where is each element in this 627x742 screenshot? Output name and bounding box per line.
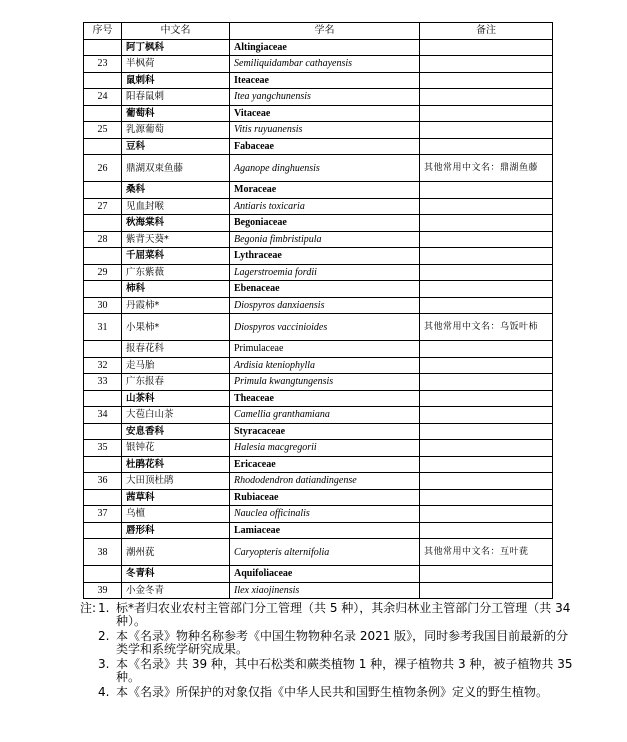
serial-number-cell <box>84 423 122 440</box>
chinese-name-cell: 乌檀 <box>122 506 230 523</box>
scientific-name-cell: Styracaceae <box>230 423 420 440</box>
family-row <box>84 489 553 506</box>
scientific-name-cell: Diospyros vaccinioides <box>230 314 420 341</box>
remarks-cell <box>420 215 553 232</box>
serial-number-cell: 25 <box>84 122 122 139</box>
chinese-name-cell: 大苞白山茶 <box>122 407 230 424</box>
family-row <box>84 248 553 265</box>
serial-number-cell: 24 <box>84 89 122 106</box>
scientific-name-cell: Iteaceae <box>230 72 420 89</box>
species-row <box>84 297 553 314</box>
remarks-cell: 其他常用中文名：乌饭叶柿 <box>420 314 553 341</box>
serial-number-cell: 27 <box>84 198 122 215</box>
species-row <box>84 231 553 248</box>
footnote-text: 本《名录》所保护的对象仅指《中华人民共和国野生植物条例》定义的野生植物。 <box>116 685 549 699</box>
scientific-name-cell: Rhododendron datiandingense <box>230 473 420 490</box>
serial-number-cell <box>84 390 122 407</box>
chinese-name-cell: 阳春鼠刺 <box>122 89 230 106</box>
chinese-name-cell: 半枫荷 <box>122 56 230 73</box>
footnote-text: 标*者归农业农村主管部门分工管理（共 5 种），其余归林业主管部门分工管理（共 34 种）。 <box>116 601 571 628</box>
chinese-name-cell: 阿丁枫科 <box>122 39 230 56</box>
family-row <box>84 182 553 199</box>
serial-number-cell <box>84 281 122 298</box>
footnote-text: 本《名录》物种名称参考《中国生物物种名录 2021 版》，同时参考我国目前最新的分类学和系统学研究成果。 <box>116 629 569 656</box>
scientific-name-cell: Aquifoliaceae <box>230 566 420 583</box>
species-table <box>83 22 553 599</box>
chinese-name-cell: 紫背天葵* <box>122 231 230 248</box>
family-row <box>84 423 553 440</box>
family-row <box>84 281 553 298</box>
scientific-name-cell: Lamiaceae <box>230 522 420 539</box>
remarks-cell <box>420 506 553 523</box>
family-row <box>84 566 553 583</box>
scientific-name-cell: Fabaceae <box>230 138 420 155</box>
serial-number-cell <box>84 138 122 155</box>
family-row <box>84 138 553 155</box>
serial-number-cell <box>84 566 122 583</box>
chinese-name-cell: 唇形科 <box>122 522 230 539</box>
species-row <box>84 89 553 106</box>
serial-number-cell <box>84 341 122 358</box>
header-scientific-name: 学名 <box>230 23 420 40</box>
serial-number-cell <box>84 456 122 473</box>
table-header-row <box>84 23 553 40</box>
chinese-name-cell: 千屈菜科 <box>122 248 230 265</box>
remarks-cell <box>420 105 553 122</box>
family-row <box>84 341 553 358</box>
remarks-cell <box>420 122 553 139</box>
footnote-number: 3. <box>98 657 110 671</box>
serial-number-cell: 29 <box>84 264 122 281</box>
scientific-name-cell: Vitaceae <box>230 105 420 122</box>
serial-number-cell: 38 <box>84 539 122 566</box>
species-row <box>84 440 553 457</box>
species-row <box>84 122 553 139</box>
species-row <box>84 314 553 341</box>
family-row <box>84 72 553 89</box>
chinese-name-cell: 丹霞柿* <box>122 297 230 314</box>
remarks-cell <box>420 341 553 358</box>
scientific-name-cell: Semiliquidambar cathayensis <box>230 56 420 73</box>
scientific-name-cell: Itea yangchunensis <box>230 89 420 106</box>
serial-number-cell <box>84 105 122 122</box>
footnote-label: 注: <box>80 601 97 615</box>
scientific-name-cell: Ericaceae <box>230 456 420 473</box>
chinese-name-cell: 冬青科 <box>122 566 230 583</box>
header-chinese-name: 中文名 <box>122 23 230 40</box>
species-row <box>84 357 553 374</box>
remarks-cell <box>420 89 553 106</box>
scientific-name-cell: Camellia granthamiana <box>230 407 420 424</box>
serial-number-cell: 35 <box>84 440 122 457</box>
family-row <box>84 522 553 539</box>
footnotes <box>80 602 580 702</box>
scientific-name-cell: Antiaris toxicaria <box>230 198 420 215</box>
species-row <box>84 155 553 182</box>
chinese-name-cell: 茜草科 <box>122 489 230 506</box>
serial-number-cell: 32 <box>84 357 122 374</box>
chinese-name-cell: 报春花科 <box>122 341 230 358</box>
scientific-name-cell: Ardisia kteniophylla <box>230 357 420 374</box>
header-serial-number: 序号 <box>84 23 122 40</box>
remarks-cell <box>420 423 553 440</box>
remarks-cell <box>420 440 553 457</box>
scientific-name-cell: Theaceae <box>230 390 420 407</box>
chinese-name-cell: 广东报春 <box>122 374 230 391</box>
species-row <box>84 407 553 424</box>
scientific-name-cell: Diospyros danxiaensis <box>230 297 420 314</box>
remarks-cell <box>420 248 553 265</box>
chinese-name-cell: 银钟花 <box>122 440 230 457</box>
remarks-cell <box>420 56 553 73</box>
serial-number-cell: 37 <box>84 506 122 523</box>
remarks-cell <box>420 522 553 539</box>
footnote-item <box>80 630 580 655</box>
serial-number-cell: 26 <box>84 155 122 182</box>
chinese-name-cell: 秋海棠科 <box>122 215 230 232</box>
serial-number-cell <box>84 39 122 56</box>
serial-number-cell: 36 <box>84 473 122 490</box>
table-body <box>84 39 553 599</box>
scientific-name-cell: Aganope dinghuensis <box>230 155 420 182</box>
serial-number-cell <box>84 72 122 89</box>
scientific-name-cell: Primula kwangtungensis <box>230 374 420 391</box>
serial-number-cell: 30 <box>84 297 122 314</box>
serial-number-cell: 34 <box>84 407 122 424</box>
remarks-cell <box>420 264 553 281</box>
chinese-name-cell: 乳源葡萄 <box>122 122 230 139</box>
scientific-name-cell: Caryopteris alternifolia <box>230 539 420 566</box>
species-table-container <box>83 22 552 599</box>
species-row <box>84 264 553 281</box>
scientific-name-cell: Primulaceae <box>230 341 420 358</box>
remarks-cell <box>420 182 553 199</box>
remarks-cell <box>420 566 553 583</box>
remarks-cell <box>420 198 553 215</box>
remarks-cell <box>420 374 553 391</box>
footnote-number: 4. <box>98 685 110 699</box>
remarks-cell <box>420 138 553 155</box>
footnote-number: 2. <box>98 629 110 643</box>
remarks-cell: 其他常用中文名：鼎湖鱼藤 <box>420 155 553 182</box>
scientific-name-cell: Begoniaceae <box>230 215 420 232</box>
scientific-name-cell: Ilex xiaojinensis <box>230 582 420 599</box>
family-row <box>84 456 553 473</box>
scientific-name-cell: Lagerstroemia fordii <box>230 264 420 281</box>
remarks-cell <box>420 489 553 506</box>
footnote-item <box>80 686 580 699</box>
remarks-cell: 其他常用中文名：互叶莸 <box>420 539 553 566</box>
chinese-name-cell: 杜鹃花科 <box>122 456 230 473</box>
footnote-text: 本《名录》共 39 种，其中石松类和蕨类植物 1 种，裸子植物共 3 种，被子植物共 35 种。 <box>116 657 573 684</box>
serial-number-cell: 39 <box>84 582 122 599</box>
chinese-name-cell: 桑科 <box>122 182 230 199</box>
remarks-cell <box>420 473 553 490</box>
species-row <box>84 582 553 599</box>
scientific-name-cell: Nauclea officinalis <box>230 506 420 523</box>
chinese-name-cell: 安息香科 <box>122 423 230 440</box>
chinese-name-cell: 小金冬青 <box>122 582 230 599</box>
serial-number-cell <box>84 182 122 199</box>
remarks-cell <box>420 407 553 424</box>
chinese-name-cell: 豆科 <box>122 138 230 155</box>
scientific-name-cell: Lythraceae <box>230 248 420 265</box>
serial-number-cell <box>84 215 122 232</box>
serial-number-cell: 33 <box>84 374 122 391</box>
scientific-name-cell: Rubiaceae <box>230 489 420 506</box>
remarks-cell <box>420 231 553 248</box>
serial-number-cell <box>84 522 122 539</box>
remarks-cell <box>420 72 553 89</box>
chinese-name-cell: 柿科 <box>122 281 230 298</box>
chinese-name-cell: 大田顶杜鹃 <box>122 473 230 490</box>
serial-number-cell: 31 <box>84 314 122 341</box>
remarks-cell <box>420 582 553 599</box>
footnote-item <box>80 602 580 627</box>
species-row <box>84 56 553 73</box>
chinese-name-cell: 葡萄科 <box>122 105 230 122</box>
family-row <box>84 390 553 407</box>
remarks-cell <box>420 390 553 407</box>
chinese-name-cell: 走马胎 <box>122 357 230 374</box>
remarks-cell <box>420 456 553 473</box>
scientific-name-cell: Moraceae <box>230 182 420 199</box>
scientific-name-cell: Begonia fimbristipula <box>230 231 420 248</box>
remarks-cell <box>420 297 553 314</box>
remarks-cell <box>420 281 553 298</box>
scientific-name-cell: Altingiaceae <box>230 39 420 56</box>
remarks-cell <box>420 39 553 56</box>
serial-number-cell <box>84 489 122 506</box>
footnote-number: 1. <box>98 601 110 615</box>
scientific-name-cell: Ebenaceae <box>230 281 420 298</box>
scientific-name-cell: Vitis ruyuanensis <box>230 122 420 139</box>
remarks-cell <box>420 357 553 374</box>
chinese-name-cell: 小果柿* <box>122 314 230 341</box>
species-row <box>84 506 553 523</box>
family-row <box>84 105 553 122</box>
family-row <box>84 39 553 56</box>
chinese-name-cell: 广东紫薇 <box>122 264 230 281</box>
species-row <box>84 198 553 215</box>
chinese-name-cell: 见血封喉 <box>122 198 230 215</box>
species-row <box>84 374 553 391</box>
scientific-name-cell: Halesia macgregorii <box>230 440 420 457</box>
chinese-name-cell: 潮州莸 <box>122 539 230 566</box>
species-row <box>84 539 553 566</box>
footnote-item <box>80 658 580 683</box>
chinese-name-cell: 鼠刺科 <box>122 72 230 89</box>
family-row <box>84 215 553 232</box>
header-remarks: 备注 <box>420 23 553 40</box>
chinese-name-cell: 山茶科 <box>122 390 230 407</box>
species-row <box>84 473 553 490</box>
serial-number-cell: 23 <box>84 56 122 73</box>
serial-number-cell <box>84 248 122 265</box>
serial-number-cell: 28 <box>84 231 122 248</box>
chinese-name-cell: 鼎湖双束鱼藤 <box>122 155 230 182</box>
